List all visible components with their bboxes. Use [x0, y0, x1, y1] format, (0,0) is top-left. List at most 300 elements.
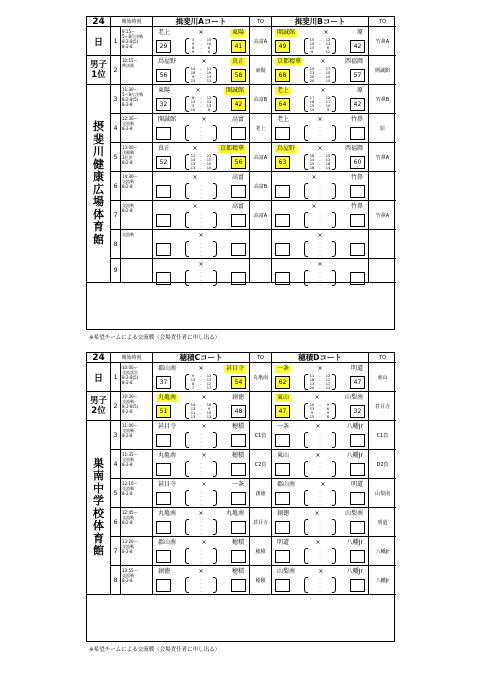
- bracket-right: [332, 38, 336, 54]
- match-cell: [272, 259, 369, 286]
- vs-mark: ×: [320, 87, 326, 94]
- quarter-value: [189, 224, 197, 228]
- quarter-value: -: [200, 67, 202, 71]
- team-names: [275, 538, 365, 547]
- quarter-value: -: [319, 162, 321, 166]
- score-home-box: 49: [275, 40, 290, 53]
- match-cell: [153, 392, 250, 421]
- team-away: 開誠館: [225, 86, 244, 94]
- match-cell: [272, 537, 369, 566]
- team-names: [275, 393, 365, 402]
- quarter-value: -: [200, 585, 202, 589]
- score-line: [275, 212, 365, 228]
- match-cell: [153, 421, 250, 450]
- match-info: [121, 450, 153, 479]
- score-line: [275, 548, 365, 564]
- team-home: [156, 174, 160, 182]
- quarter-value: -: [200, 129, 202, 133]
- quarter-table: [308, 125, 332, 141]
- match-cell: [272, 56, 369, 85]
- quarter-scores: [304, 38, 336, 54]
- quarter-scores: [185, 403, 217, 419]
- quarter-value: -: [200, 378, 202, 382]
- team-home: 明道: [277, 538, 290, 546]
- quarter-value: -: [200, 411, 202, 415]
- quarter-value: 9: [310, 50, 314, 54]
- quarter-value: 20: [309, 79, 315, 83]
- match-number: 8: [111, 230, 121, 259]
- quarter-value: 8: [207, 46, 211, 50]
- quarter-value: [308, 560, 316, 564]
- venue-char: 館: [93, 544, 104, 557]
- vs-mark: ×: [192, 145, 198, 152]
- team-away: 高富: [231, 202, 244, 210]
- rank-line: 男子: [89, 60, 107, 70]
- match-info: [121, 172, 153, 201]
- quarter-value: -: [200, 386, 202, 390]
- team-away: 一条: [231, 480, 244, 488]
- quarter-value: -: [319, 71, 321, 75]
- score-line: [156, 96, 246, 112]
- team-home: 東山: [277, 393, 290, 401]
- quarter-value: -: [200, 104, 202, 108]
- quarter-value: 13: [190, 162, 196, 166]
- team-away: [361, 261, 365, 269]
- vs-mark: ×: [198, 510, 204, 517]
- bracket-right: [213, 577, 217, 593]
- quarter-value: -: [200, 108, 202, 112]
- match-type: 8-2-8: [122, 102, 133, 107]
- quarter-value: 15: [325, 71, 331, 75]
- start-time: 13:00～: [122, 145, 138, 150]
- match-cell: [272, 363, 369, 392]
- match-number: 4: [111, 114, 121, 143]
- bracket-right: [213, 241, 217, 257]
- quarter-row: [189, 386, 213, 390]
- quarter-value: -: [319, 494, 321, 498]
- quarter-row: [189, 50, 213, 54]
- quarter-value: -: [200, 133, 202, 137]
- score-line: [275, 38, 365, 54]
- team-away: [242, 261, 246, 269]
- start-time: 12:30～: [122, 116, 138, 121]
- team-home: 老上: [158, 28, 171, 36]
- vs-mark: ×: [317, 116, 323, 123]
- quarter-table: [308, 519, 332, 535]
- quarter-value: -: [319, 187, 321, 191]
- quarter-value: -: [319, 133, 321, 137]
- bracket-right: [332, 241, 336, 257]
- referee-b: D2負: [369, 450, 396, 479]
- team-names: [156, 28, 246, 37]
- vs-mark: ×: [195, 87, 201, 94]
- team-home: 郡山南: [277, 480, 296, 488]
- quarter-value: -: [200, 282, 202, 286]
- score-line: [275, 432, 365, 448]
- referee-b: 八幡Jr: [369, 537, 396, 566]
- vs-mark: ×: [201, 394, 207, 401]
- score-line: [156, 270, 246, 286]
- vs-mark: ×: [311, 174, 317, 181]
- match-type: 交流戦: [122, 573, 134, 578]
- team-home: [156, 232, 160, 240]
- quarter-row: [189, 444, 213, 448]
- rank-line: 男子: [89, 396, 107, 406]
- score-home-box: [156, 214, 171, 227]
- score-away-box: [350, 127, 365, 140]
- quarter-value: 17: [309, 96, 315, 100]
- quarter-value: -: [319, 552, 321, 556]
- match-cell: [153, 479, 250, 508]
- quarter-value: 11: [309, 374, 315, 378]
- quarter-value: 8: [207, 50, 211, 54]
- team-away: 高富: [231, 173, 244, 181]
- quarter-value: [189, 137, 197, 141]
- quarter-value: -: [319, 278, 321, 282]
- quarter-value: 9: [191, 75, 195, 79]
- match-type: 5～8位決戦: [122, 34, 144, 39]
- match-info: [121, 259, 153, 283]
- quarter-value: [324, 589, 332, 593]
- match-info: [121, 56, 153, 85]
- match-type: 8-2-8: [122, 380, 133, 385]
- quarter-row: [308, 589, 332, 593]
- bracket-right: [213, 38, 217, 54]
- score-line: [156, 241, 246, 257]
- score-home-box: [275, 185, 290, 198]
- quarter-scores: [185, 548, 217, 564]
- start-time: 12:10～: [122, 481, 138, 486]
- quarter-value: [205, 137, 213, 141]
- score-line: [275, 519, 365, 535]
- quarter-scores: [304, 154, 336, 170]
- score-home-box: 32: [156, 98, 171, 111]
- team-home: 老上: [277, 115, 290, 123]
- score-away-box: 42: [350, 98, 365, 111]
- quarter-value: 15: [309, 104, 315, 108]
- quarter-value: -: [200, 191, 202, 195]
- match-type: 決勝戦: [122, 150, 134, 155]
- score-home-box: [156, 434, 171, 447]
- quarter-value: 20: [309, 386, 315, 390]
- quarter-table: [189, 577, 213, 593]
- quarter-value: 13: [309, 407, 315, 411]
- team-names: [275, 28, 365, 37]
- quarter-row: [189, 282, 213, 286]
- vs-mark: ×: [315, 423, 321, 430]
- quarter-value: 12: [190, 154, 196, 158]
- quarter-value: 13: [190, 415, 196, 419]
- bracket-right: [213, 490, 217, 506]
- team-away: 穂積: [231, 538, 244, 546]
- quarter-value: 8: [191, 46, 195, 50]
- team-away: 真正: [231, 57, 244, 65]
- quarter-value: 13: [206, 415, 212, 419]
- quarter-value: -: [319, 589, 321, 593]
- quarter-value: [205, 560, 213, 564]
- quarter-value: -: [200, 415, 202, 419]
- quarter-scores: [185, 38, 217, 54]
- quarter-value: -: [319, 519, 321, 523]
- score-line: [156, 490, 246, 506]
- match-type: 8-2-8: [122, 126, 133, 131]
- quarter-value: 15: [206, 38, 212, 42]
- quarter-value: 6: [326, 407, 330, 411]
- quarter-value: -: [319, 527, 321, 531]
- start-time: 10:00～: [122, 365, 138, 370]
- team-names: [156, 422, 246, 431]
- match-info: [121, 85, 153, 114]
- match-type: 8-2-8(5): [122, 404, 139, 409]
- quarter-table: [189, 241, 213, 257]
- match-cell: [272, 85, 369, 114]
- vs-mark: ×: [314, 510, 320, 517]
- referee-a: 穂積: [250, 537, 272, 566]
- quarter-value: 15: [325, 79, 331, 83]
- quarter-value: -: [319, 560, 321, 564]
- referee-b: 竹鼻B: [369, 85, 396, 114]
- quarter-value: 18: [309, 378, 315, 382]
- quarter-value: -: [319, 249, 321, 253]
- venue-char: 健: [93, 157, 104, 171]
- quarter-value: -: [200, 490, 202, 494]
- quarter-value: -: [319, 241, 321, 245]
- score-line: [156, 38, 246, 54]
- match-cell: [272, 392, 369, 421]
- score-line: [275, 125, 365, 141]
- quarter-scores: [304, 270, 336, 286]
- team-names: [156, 231, 246, 240]
- quarter-scores: [185, 490, 217, 506]
- team-names: [156, 364, 246, 373]
- quarter-value: [324, 282, 332, 286]
- venue-char: 育: [93, 531, 104, 545]
- score-home-box: 52: [156, 156, 171, 169]
- match-number: 6: [111, 172, 121, 201]
- quarter-value: -: [200, 436, 202, 440]
- score-away-box: [350, 463, 365, 476]
- quarter-scores: [185, 241, 217, 257]
- quarter-value: 9: [207, 407, 211, 411]
- referee-a: [250, 230, 272, 259]
- quarter-table: [308, 38, 332, 54]
- match-cell: [272, 172, 369, 201]
- quarter-value: 9: [326, 411, 330, 415]
- quarter-value: [308, 444, 316, 448]
- match-type: 準決勝: [122, 63, 134, 68]
- quarter-value: -: [319, 183, 321, 187]
- quarter-value: [189, 253, 197, 257]
- vs-mark: ×: [315, 539, 321, 546]
- quarter-table: [189, 432, 213, 448]
- team-names: [156, 202, 246, 211]
- quarter-row: [189, 137, 213, 141]
- referee-a: 高富B: [250, 85, 272, 114]
- start-time: 14:30～: [122, 174, 138, 179]
- venue-name: [87, 85, 111, 283]
- bracket-right: [213, 270, 217, 286]
- quarter-value: 10: [206, 42, 212, 46]
- quarter-value: -: [200, 162, 202, 166]
- bracket-right: [332, 519, 336, 535]
- quarter-value: -: [319, 224, 321, 228]
- quarter-value: -: [200, 224, 202, 228]
- quarter-value: -: [200, 137, 202, 141]
- score-away-box: [350, 579, 365, 592]
- match-type: 交流戦: [122, 428, 134, 433]
- start-time: 12:45～: [122, 510, 138, 515]
- quarter-value: 10: [206, 162, 212, 166]
- bracket-right: [332, 432, 336, 448]
- quarter-value: -: [200, 166, 202, 170]
- quarter-value: 13: [190, 407, 196, 411]
- quarter-table: [308, 490, 332, 506]
- quarter-value: -: [200, 374, 202, 378]
- referee-a: 甚目寺: [250, 508, 272, 537]
- quarter-value: -: [200, 125, 202, 129]
- team-home: 真正: [158, 144, 171, 152]
- score-home-box: [275, 272, 290, 285]
- score-line: [275, 270, 365, 286]
- match-type: 8-2-8: [122, 578, 133, 583]
- quarter-value: 3: [191, 38, 195, 42]
- quarter-value: -: [200, 440, 202, 444]
- team-home: 創徳: [277, 509, 290, 517]
- match-cell: [153, 114, 250, 143]
- team-home: 開誠館: [158, 115, 177, 123]
- quarter-value: -: [319, 245, 321, 249]
- quarter-row: [308, 195, 332, 199]
- score-away-box: [350, 521, 365, 534]
- quarter-row: [189, 195, 213, 199]
- vs-mark: ×: [201, 481, 207, 488]
- quarter-value: [189, 531, 197, 535]
- quarter-value: -: [200, 50, 202, 54]
- vs-mark: ×: [198, 568, 204, 575]
- quarter-value: 12: [325, 382, 331, 386]
- quarter-value: 13: [309, 382, 315, 386]
- quarter-value: -: [200, 195, 202, 199]
- quarter-value: 15: [206, 79, 212, 83]
- match-type: 交流戦: [122, 515, 134, 520]
- quarter-row: [189, 502, 213, 506]
- quarter-value: -: [200, 382, 202, 386]
- venue-vertical: [93, 458, 105, 558]
- team-away: 八幡Jr: [346, 451, 363, 459]
- quarter-value: -: [200, 502, 202, 506]
- match-cell: [153, 450, 250, 479]
- team-away: 西福岡: [344, 144, 363, 152]
- vs-mark: ×: [315, 452, 321, 459]
- quarter-table: [189, 490, 213, 506]
- team-names: [275, 364, 365, 373]
- score-home-box: 64: [275, 98, 290, 111]
- venue-char: 場: [93, 195, 104, 208]
- quarter-row: [189, 166, 213, 170]
- quarter-value: 12: [325, 378, 331, 382]
- quarter-value: 16: [309, 166, 315, 170]
- match-type: 交流戦: [122, 121, 134, 126]
- quarter-value: -: [200, 469, 202, 473]
- score-away-box: 42: [350, 40, 365, 53]
- rank-label: [87, 392, 111, 421]
- match-cell: [272, 421, 369, 450]
- quarter-value: 13: [190, 378, 196, 382]
- referee-b: 明道: [369, 508, 396, 537]
- match-type: 8-2-8: [122, 462, 133, 467]
- court-a-header: 揖斐川Aコート: [153, 17, 250, 27]
- quarter-value: 14: [325, 166, 331, 170]
- quarter-value: -: [200, 212, 202, 216]
- score-away-box: 54: [231, 376, 246, 389]
- quarter-scores: [185, 374, 217, 390]
- quarter-value: -: [319, 473, 321, 477]
- match-cell: [272, 566, 369, 595]
- quarter-value: [308, 589, 316, 593]
- bracket-right: [213, 461, 217, 477]
- quarter-value: -: [319, 469, 321, 473]
- quarter-row: [189, 531, 213, 535]
- quarter-value: -: [200, 581, 202, 585]
- score-away-box: [231, 127, 246, 140]
- match-number: 5: [111, 479, 121, 508]
- score-line: [156, 461, 246, 477]
- quarter-value: [324, 195, 332, 199]
- time-header: 開始時刻: [111, 353, 153, 363]
- score-home-box: [275, 127, 290, 140]
- quarter-value: -: [200, 187, 202, 191]
- quarter-value: -: [200, 75, 202, 79]
- match-number: 1: [111, 363, 121, 392]
- team-names: [275, 260, 365, 269]
- bracket-right: [332, 403, 336, 419]
- venue-char: 斐: [93, 132, 104, 146]
- quarter-value: [205, 195, 213, 199]
- team-away: 原: [356, 86, 363, 94]
- score-away-box: [231, 434, 246, 447]
- quarter-value: -: [319, 191, 321, 195]
- quarter-scores: [304, 125, 336, 141]
- to-header: TO: [250, 353, 272, 363]
- quarter-value: [189, 589, 197, 593]
- team-names: [275, 480, 365, 489]
- quarter-value: 10: [190, 108, 196, 112]
- quarter-value: -: [319, 382, 321, 386]
- score-home-box: [275, 243, 290, 256]
- start-time: 10:30～: [122, 394, 138, 399]
- quarter-scores: [304, 519, 336, 535]
- venue-char: 中: [93, 481, 104, 495]
- referee-b: [369, 230, 396, 259]
- quarter-scores: [304, 548, 336, 564]
- match-info: [121, 537, 153, 566]
- team-away: 八幡Jr: [346, 567, 363, 575]
- quarter-value: -: [319, 407, 321, 411]
- quarter-value: 15: [309, 46, 315, 50]
- quarter-value: 9: [191, 374, 195, 378]
- referee-a: 老上: [250, 114, 272, 143]
- schedule-sheet: [86, 16, 395, 330]
- quarter-value: -: [200, 498, 202, 502]
- team-names: [275, 57, 365, 66]
- match-cell: [272, 450, 369, 479]
- start-time: 11:30～: [122, 87, 138, 92]
- match-cell: [153, 201, 250, 230]
- match-type: 交流戦: [122, 544, 134, 549]
- quarter-value: -: [319, 166, 321, 170]
- referee-b: 竹鼻A: [369, 27, 396, 56]
- quarter-value: 8: [191, 382, 195, 386]
